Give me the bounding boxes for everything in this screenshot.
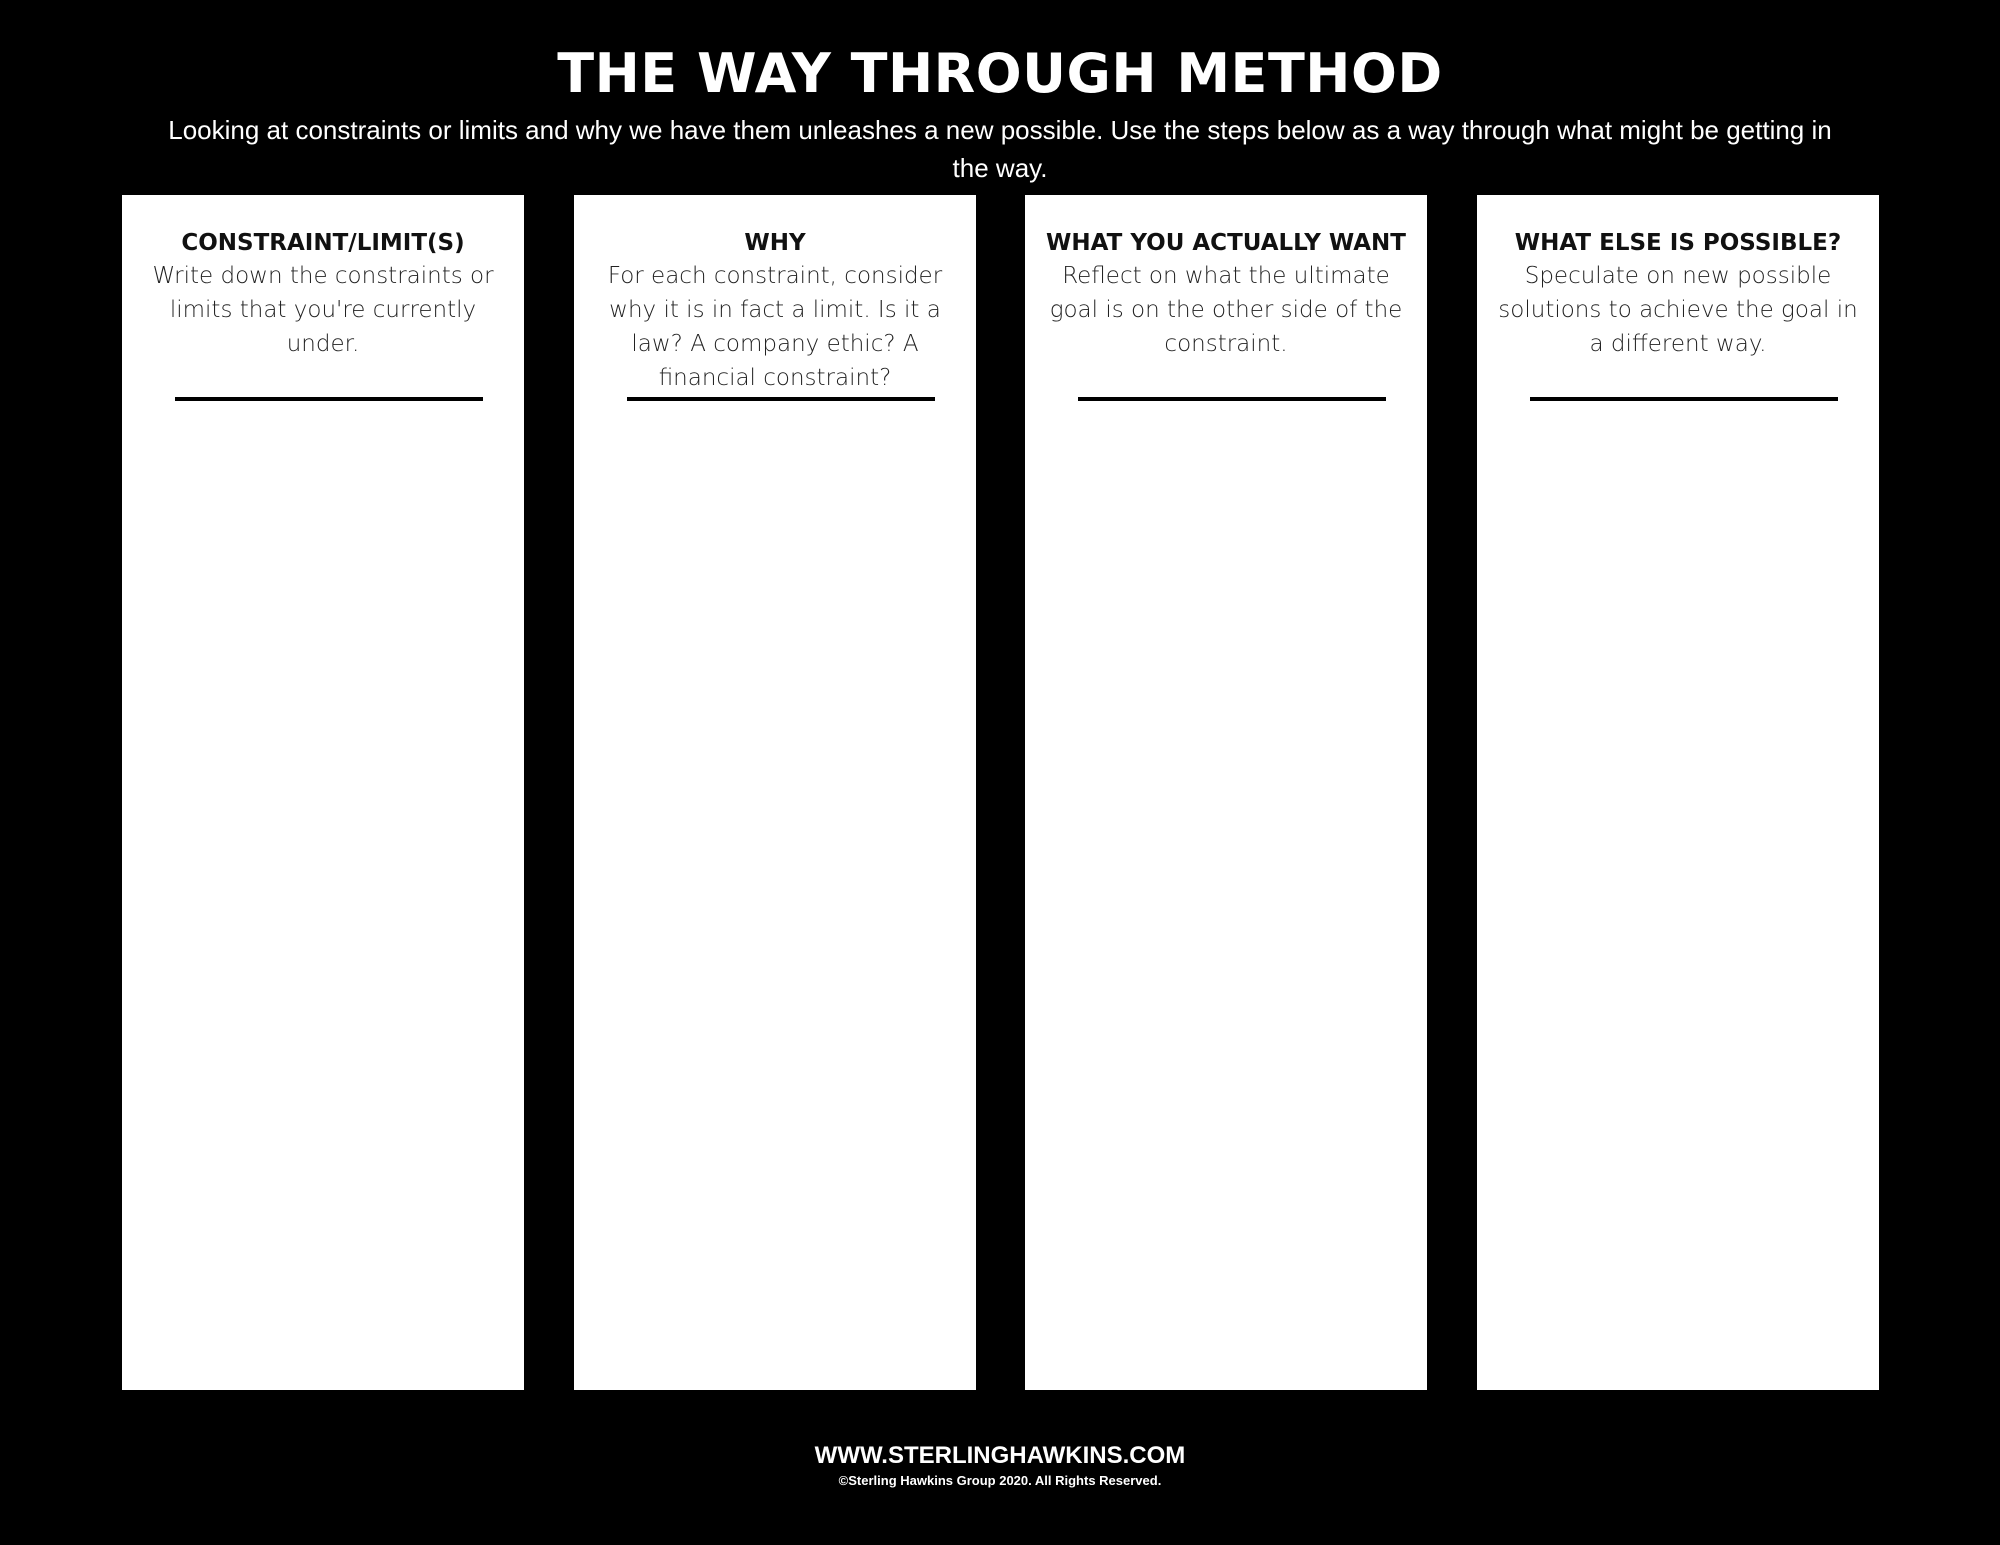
column-description: Write down the constraints or limits that you're currently under. (152, 263, 494, 357)
column-divider (1530, 397, 1838, 401)
column-heading: CONSTRAINT/LIMIT(S) (181, 230, 465, 256)
page-title: THE WAY THROUGH METHOD (557, 42, 1443, 105)
column-heading: WHAT ELSE IS POSSIBLE? (1514, 230, 1842, 256)
column-description: For each constraint, consider why it is in fact a limit. Is it a law? A company ethic? A financial constraint? (607, 263, 943, 391)
column-divider (627, 397, 935, 401)
column-divider (175, 397, 483, 401)
column-divider (1078, 397, 1386, 401)
footer-copyright: ©Sterling Hawkins Group 2020. All Rights Reserved. (838, 1473, 1162, 1488)
column-constraints[interactable] (122, 195, 524, 1390)
column-heading: WHAT YOU ACTUALLY WANT (1045, 230, 1406, 256)
footer-website-link[interactable]: WWW.STERLINGHAWKINS.COM (814, 1442, 1186, 1469)
column-heading: WHY (744, 230, 806, 256)
column-what-else-possible[interactable] (1477, 195, 1879, 1390)
page-subtitle: Looking at constraints or limits and why we have them unleashes a new possible. Use the steps below as a way through what might be getting in the way. (168, 115, 1832, 183)
column-description: Reflect on what the ultimate goal is on the other side of the constraint. (1049, 263, 1403, 357)
column-description: Speculate on new possible solutions to achieve the goal in a different way. (1498, 263, 1858, 357)
column-what-you-want[interactable] (1025, 195, 1427, 1390)
column-why[interactable] (574, 195, 976, 1390)
